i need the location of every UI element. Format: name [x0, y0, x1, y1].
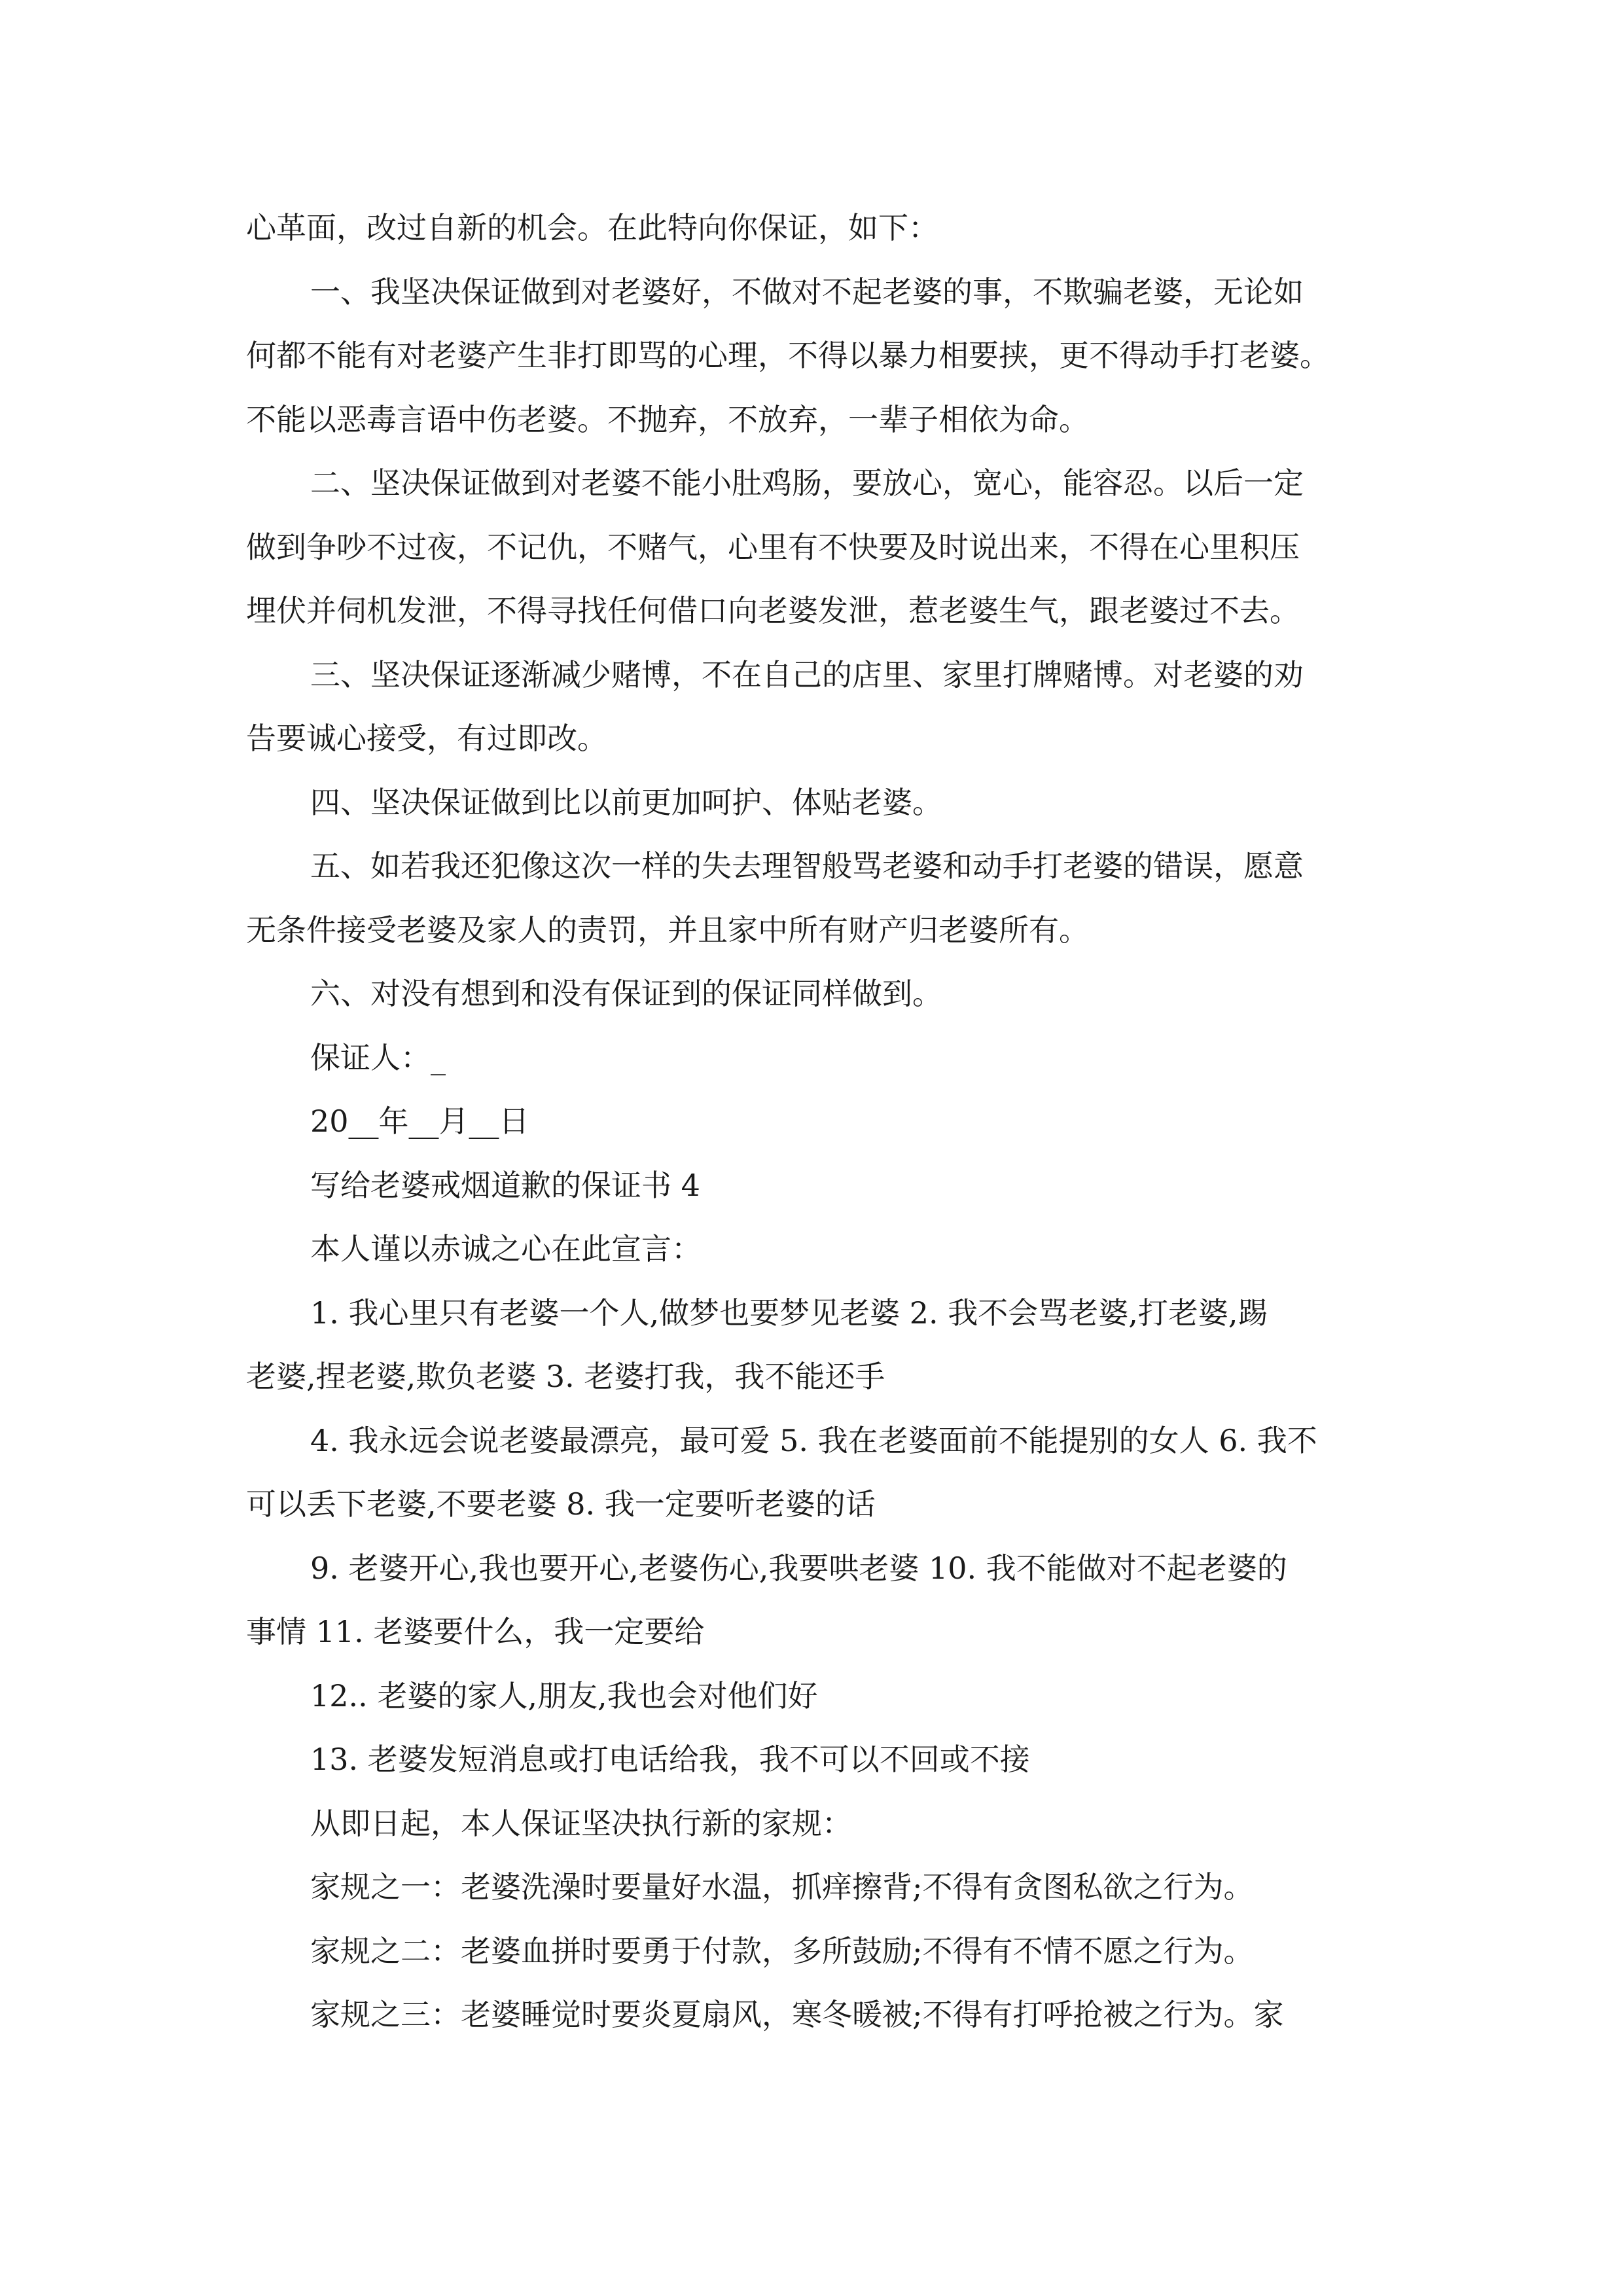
text-line: 写给老婆戒烟道歉的保证书 4 [310, 1167, 700, 1203]
text-line: 做到争吵不过夜，不记仇，不赌气，心里有不快要及时说出来，不得在心里积压 [246, 529, 1300, 565]
text-line: 四、坚决保证做到比以前更加呵护、体贴老婆。 [310, 784, 942, 820]
text-line: 保证人：_ [310, 1039, 446, 1075]
text-line: 二、坚决保证做到对老婆不能小肚鸡肠，要放心，宽心，能容忍。以后一定 [310, 465, 1304, 501]
document-body [246, 196, 1385, 2047]
text-line: 13. 老婆发短消息或打电话给我，我不可以不回或不接 [310, 1742, 1030, 1777]
text-line: 事情 11. 老婆要什么，我一定要给 [246, 1614, 705, 1649]
text-line: 无条件接受老婆及家人的责罚，并且家中所有财产归老婆所有。 [246, 912, 1089, 948]
text-line: 六、对没有想到和没有保证到的保证同样做到。 [310, 976, 942, 1011]
text-line: 4. 我永远会说老婆最漂亮，最可爱 5. 我在老婆面前不能提别的女人 6. 我不 [310, 1422, 1317, 1458]
text-line: 三、坚决保证逐渐减少赌博，不在自己的店里、家里打牌赌博。对老婆的劝 [310, 656, 1304, 692]
text-line: 1. 我心里只有老婆一个人,做梦也要梦见老婆 2. 我不会骂老婆,打老婆,踢 [310, 1295, 1268, 1331]
text-line: 从即日起，本人保证坚决执行新的家规： [310, 1805, 852, 1841]
text-line: 五、如若我还犯像这次一样的失去理智般骂老婆和动手打老婆的错误，愿意 [310, 848, 1304, 884]
text-line: 家规之一：老婆洗澡时要量好水温，抓痒擦背;不得有贪图私欲之行为。 [310, 1869, 1254, 1905]
text-line: 心革面，改过自新的机会。在此特向你保证，如下： [246, 210, 938, 245]
text-line: 埋伏并伺机发泄，不得寻找任何借口向老婆发泄，惹老婆生气，跟老婆过不去。 [246, 593, 1300, 628]
text-line: 老婆,捏老婆,欺负老婆 3. 老婆打我，我不能还手 [246, 1359, 885, 1394]
text-line: 一、我坚决保证做到对老婆好，不做对不起老婆的事，不欺骗老婆，无论如 [310, 274, 1304, 310]
text-line: 不能以恶毒言语中伤老婆。不抛弃，不放弃，一辈子相依为命。 [246, 401, 1089, 437]
text-line: 何都不能有对老婆产生非打即骂的心理，不得以暴力相要挟，更不得动手打老婆。 [246, 338, 1330, 373]
text-line: 告要诚心接受，有过即改。 [246, 721, 607, 756]
text-line: 12.. 老婆的家人,朋友,我也会对他们好 [310, 1677, 818, 1713]
text-line: 家规之三：老婆睡觉时要炎夏扇风，寒冬暖被;不得有打呼抢被之行为。家 [310, 1997, 1284, 2032]
text-line: 家规之二：老婆血拼时要勇于付款，多所鼓励;不得有不情不愿之行为。 [310, 1933, 1254, 1969]
text-line: 可以丢下老婆,不要老婆 8. 我一定要听老婆的话 [246, 1486, 876, 1522]
text-line: 本人谨以赤诚之心在此宣言： [310, 1231, 702, 1266]
text-line: 9. 老婆开心,我也要开心,老婆伤心,我要哄老婆 10. 我不能做对不起老婆的 [310, 1550, 1287, 1586]
text-line: 20__年__月__日 [310, 1103, 529, 1139]
